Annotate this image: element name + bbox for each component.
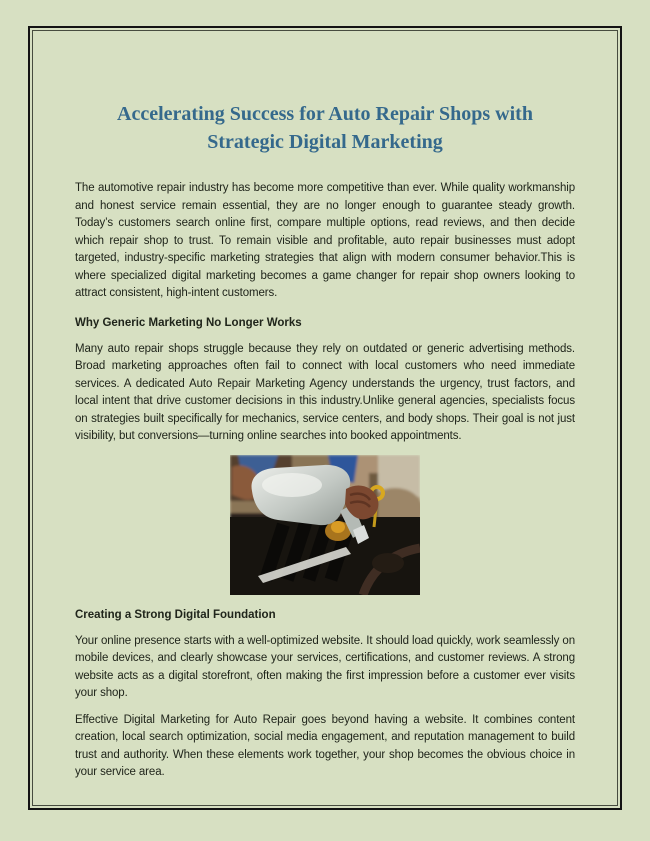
engine-oil-photo xyxy=(230,455,420,595)
generic-marketing-paragraph: Many auto repair shops struggle because they rely on outdated or generic advertising methods. Broad marketing approaches often fail to connect with local customers who need immediate services. A dedicated Auto Repair Marketing Agency understands the urgency, trust factors, and local intent that drive customer decisions in this industry.Unlike general agencies, specialists focus on strategies built specifically for mechanics, service centers, and body shops. Their goal is not just visibility, but conversions—turning online searches into booked appointments. xyxy=(75,342,575,442)
digital-foundation-paragraph-2: Effective Digital Marketing for Auto Repair goes beyond having a website. It combines content creation, local search optimization, social media engagement, and reputation management to build trust and authority. When these elements work together, your shop becomes the obvious choice in your service area. xyxy=(75,713,575,778)
section-heading-digital-foundation: Creating a Strong Digital Foundation xyxy=(75,608,276,621)
intro-paragraph: The automotive repair industry has become more competitive than ever. While quality workmanship and honest service remain essential, they are no longer enough to guarantee steady growth. Today’s customers search online first, compare multiple options, read reviews, and then decide which repair shop to trust. To remain visible and profitable, auto repair businesses must adopt targeted, industry-specific marketing strategies that align with modern consumer behavior.This is where specialized digital marketing becomes a game changer for repair shop owners looking to attract consistent, high-intent customers. xyxy=(75,182,575,299)
page-border-frame xyxy=(28,26,622,810)
page-title: Accelerating Success for Auto Repair Shops with Strategic Digital Marketing xyxy=(117,103,533,153)
section-heading-generic-marketing: Why Generic Marketing No Longer Works xyxy=(75,316,302,329)
document-content xyxy=(30,28,620,808)
engine-oil-photo-illustration xyxy=(230,455,420,595)
digital-foundation-paragraph-1: Your online presence starts with a well-optimized website. It should load quickly, work seamlessly on mobile devices, and clearly showcase your services, certifications, and customer reviews. A strong website acts as a digital storefront, often making the first impression before a customer ever visits your shop. xyxy=(75,634,575,699)
document-body xyxy=(75,180,575,782)
